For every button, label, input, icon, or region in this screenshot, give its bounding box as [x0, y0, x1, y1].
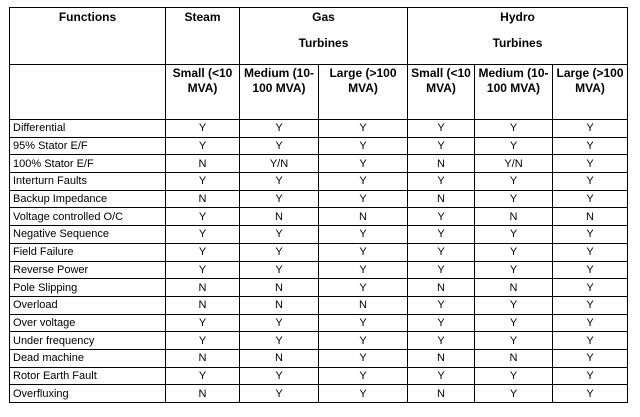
- steam-header: [166, 8, 240, 65]
- function-name-cell: Dead machine: [10, 349, 166, 367]
- value-cell: Y: [408, 208, 475, 226]
- table-row: [10, 120, 628, 138]
- value-cell: Y: [408, 314, 475, 332]
- value-cell: Y: [240, 226, 319, 244]
- value-cell: N: [553, 208, 628, 226]
- table-row: [10, 279, 628, 297]
- value-cell: N: [240, 208, 319, 226]
- table-row: [10, 296, 628, 314]
- value-cell: Y: [319, 155, 408, 173]
- value-cell: Y: [553, 226, 628, 244]
- size-header: Small (<10 MVA): [408, 65, 475, 120]
- function-name-cell: Overload: [10, 296, 166, 314]
- value-cell: Y: [240, 261, 319, 279]
- gas-header-line2: Turbines: [298, 36, 349, 50]
- table-row: [10, 173, 628, 191]
- value-cell: Y: [319, 367, 408, 385]
- table-row: [10, 367, 628, 385]
- value-cell: Y: [475, 137, 553, 155]
- table-row: [10, 243, 628, 261]
- value-cell: Y: [319, 120, 408, 138]
- functions-subheader-empty: [10, 65, 166, 120]
- value-cell: Y: [240, 314, 319, 332]
- value-cell: N: [166, 385, 240, 403]
- steam-header-label: Steam: [184, 10, 221, 24]
- value-cell: N: [166, 296, 240, 314]
- value-cell: Y: [319, 226, 408, 244]
- value-cell: Y: [240, 243, 319, 261]
- value-cell: N: [475, 208, 553, 226]
- value-cell: Y: [408, 261, 475, 279]
- value-cell: Y: [553, 190, 628, 208]
- value-cell: Y: [319, 173, 408, 191]
- value-cell: Y: [553, 155, 628, 173]
- value-cell: N: [166, 349, 240, 367]
- hydro-header-line1: Hydro: [500, 10, 535, 24]
- function-name-cell: Overfluxing: [10, 385, 166, 403]
- value-cell: Y: [553, 137, 628, 155]
- table-row: [10, 261, 628, 279]
- value-cell: Y: [319, 190, 408, 208]
- value-cell: Y: [408, 367, 475, 385]
- function-name-cell: Differential: [10, 120, 166, 138]
- value-cell: Y/N: [475, 155, 553, 173]
- value-cell: N: [408, 385, 475, 403]
- value-cell: Y: [319, 243, 408, 261]
- value-cell: Y: [240, 173, 319, 191]
- function-name-cell: Interturn Faults: [10, 173, 166, 191]
- function-name-cell: Reverse Power: [10, 261, 166, 279]
- function-name-cell: Voltage controlled O/C: [10, 208, 166, 226]
- table-row: [10, 385, 628, 403]
- value-cell: Y: [319, 332, 408, 350]
- function-name-cell: Negative Sequence: [10, 226, 166, 244]
- value-cell: Y: [475, 314, 553, 332]
- function-name-cell: 95% Stator E/F: [10, 137, 166, 155]
- value-cell: Y: [240, 367, 319, 385]
- value-cell: Y: [240, 332, 319, 350]
- size-header: Medium (10-100 MVA): [240, 65, 319, 120]
- value-cell: Y: [166, 226, 240, 244]
- table-body: [10, 120, 628, 403]
- value-cell: Y: [475, 120, 553, 138]
- value-cell: Y: [166, 243, 240, 261]
- value-cell: N: [240, 349, 319, 367]
- value-cell: N: [408, 349, 475, 367]
- gas-turbines-header: [240, 8, 408, 65]
- value-cell: Y: [240, 137, 319, 155]
- function-name-cell: Over voltage: [10, 314, 166, 332]
- table-row: [10, 226, 628, 244]
- value-cell: Y: [240, 190, 319, 208]
- value-cell: Y: [166, 208, 240, 226]
- value-cell: Y: [240, 120, 319, 138]
- function-name-cell: 100% Stator E/F: [10, 155, 166, 173]
- function-name-cell: Rotor Earth Fault: [10, 367, 166, 385]
- value-cell: N: [166, 155, 240, 173]
- size-header: Medium (10-100 MVA): [475, 65, 553, 120]
- function-name-cell: Pole Slipping: [10, 279, 166, 297]
- value-cell: Y: [408, 332, 475, 350]
- value-cell: Y: [553, 332, 628, 350]
- size-header: Small (<10 MVA): [166, 65, 240, 120]
- table-row: [10, 208, 628, 226]
- value-cell: N: [319, 208, 408, 226]
- value-cell: Y: [553, 279, 628, 297]
- value-cell: Y: [319, 314, 408, 332]
- value-cell: Y: [553, 120, 628, 138]
- value-cell: Y: [553, 314, 628, 332]
- value-cell: Y: [166, 120, 240, 138]
- value-cell: Y: [166, 137, 240, 155]
- value-cell: Y: [553, 385, 628, 403]
- protection-table-container: [9, 7, 628, 403]
- value-cell: Y: [553, 296, 628, 314]
- value-cell: Y: [553, 173, 628, 191]
- hydro-turbines-header: [408, 8, 628, 65]
- value-cell: Y: [319, 279, 408, 297]
- gas-header-line1: Gas: [312, 10, 335, 24]
- value-cell: N: [408, 279, 475, 297]
- value-cell: Y: [553, 261, 628, 279]
- value-cell: Y: [475, 243, 553, 261]
- table-row: [10, 332, 628, 350]
- table-row: [10, 155, 628, 173]
- value-cell: Y: [475, 173, 553, 191]
- value-cell: N: [240, 296, 319, 314]
- value-cell: Y: [475, 332, 553, 350]
- table-row: [10, 190, 628, 208]
- value-cell: Y: [166, 261, 240, 279]
- value-cell: Y: [319, 385, 408, 403]
- value-cell: Y: [319, 137, 408, 155]
- value-cell: Y: [408, 296, 475, 314]
- value-cell: Y: [475, 261, 553, 279]
- value-cell: Y: [475, 296, 553, 314]
- value-cell: Y: [553, 349, 628, 367]
- hydro-header-line2: Turbines: [492, 36, 543, 50]
- value-cell: Y: [408, 243, 475, 261]
- table-row: [10, 349, 628, 367]
- header-row-sizes: [10, 65, 628, 120]
- value-cell: N: [319, 296, 408, 314]
- function-name-cell: Under frequency: [10, 332, 166, 350]
- value-cell: Y: [475, 367, 553, 385]
- value-cell: N: [240, 279, 319, 297]
- header-row-main: [10, 8, 628, 65]
- value-cell: Y: [319, 261, 408, 279]
- value-cell: N: [475, 279, 553, 297]
- value-cell: Y: [408, 120, 475, 138]
- value-cell: Y: [475, 190, 553, 208]
- value-cell: Y/N: [240, 155, 319, 173]
- value-cell: Y: [408, 173, 475, 191]
- value-cell: Y: [408, 226, 475, 244]
- value-cell: N: [475, 349, 553, 367]
- value-cell: Y: [166, 314, 240, 332]
- function-name-cell: Backup Impedance: [10, 190, 166, 208]
- value-cell: N: [408, 155, 475, 173]
- table-row: [10, 137, 628, 155]
- value-cell: N: [408, 190, 475, 208]
- value-cell: Y: [553, 243, 628, 261]
- functions-header: Functions: [10, 8, 166, 65]
- value-cell: Y: [166, 332, 240, 350]
- value-cell: Y: [240, 385, 319, 403]
- value-cell: Y: [408, 137, 475, 155]
- value-cell: Y: [475, 226, 553, 244]
- value-cell: Y: [319, 349, 408, 367]
- function-name-cell: Field Failure: [10, 243, 166, 261]
- value-cell: N: [166, 190, 240, 208]
- table-row: [10, 314, 628, 332]
- size-header: Large (>100 MVA): [553, 65, 628, 120]
- generator-protection-table: [9, 7, 628, 403]
- size-header: Large (>100 MVA): [319, 65, 408, 120]
- value-cell: N: [166, 279, 240, 297]
- value-cell: Y: [166, 367, 240, 385]
- value-cell: Y: [553, 367, 628, 385]
- value-cell: Y: [475, 385, 553, 403]
- value-cell: Y: [166, 173, 240, 191]
